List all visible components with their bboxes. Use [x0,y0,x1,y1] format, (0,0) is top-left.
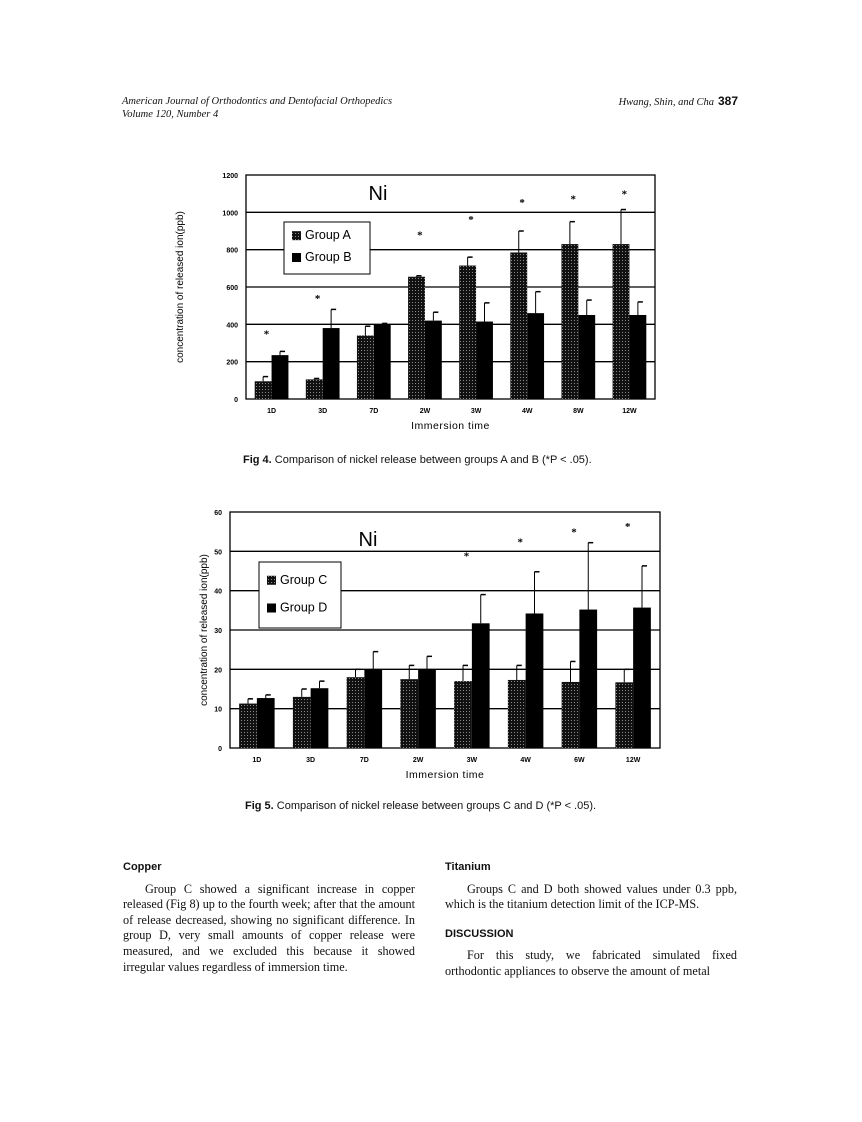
x-tick-label: 7D [359,757,369,764]
bar-group-c [615,682,633,748]
bar-group-d [579,610,597,748]
x-tick-label: 1D [252,757,262,764]
bar-group-c [293,697,311,748]
significance-star: * [621,188,628,201]
bar-group-d [472,623,490,748]
bar-group-c [400,679,418,748]
bar-group-b [374,324,391,399]
y-tick-label: 0 [234,397,238,404]
titanium-heading: Titanium [445,861,491,873]
caption-label: Fig 4. [243,454,272,466]
x-tick-label: 2W [419,408,431,415]
y-tick-label: 30 [214,628,222,635]
chart-title: Ni [368,183,388,205]
y-tick-label: 1000 [222,210,238,218]
y-tick-label: 1200 [222,173,238,180]
bar-group-b [323,328,340,399]
significance-star: * [517,536,524,549]
legend-label: Group B [305,250,352,264]
chart-title: Ni [358,529,378,551]
significance-star: * [263,328,270,341]
bar-group-c [454,681,472,748]
bar-group-b [527,313,544,399]
running-header-right [619,95,738,109]
x-tick-label: 3D [306,757,316,764]
legend-swatch [267,604,276,613]
bar-group-a [459,266,476,399]
bar-group-a [306,379,323,399]
authors: Hwang, Shin, and Cha [618,97,714,108]
journal-volume: Volume 120, Number 4 [122,109,219,120]
legend-label: Group C [280,572,328,587]
bar-group-a [561,244,578,399]
copper-paragraph: Group C showed a significant increase in copper released (Fig 8) up to the fourth week; after that the amount of release decreased, showing no significant difference. In group D, very small amounts of copper release were measured, and we excluded this because it showed irregular values regardless of immersion time. [123,881,415,974]
running-header-left [122,95,392,121]
y-tick-label: 800 [226,247,238,255]
significance-star: * [468,213,474,226]
significance-star: * [570,193,577,206]
y-tick-label: 10 [214,706,222,714]
x-tick-label: 3D [318,408,328,415]
bar-group-a [357,336,374,399]
page-number: 387 [717,94,738,108]
bar-group-c [347,677,365,748]
figure-4-chart [0,160,862,440]
bar-group-c [508,680,526,748]
bar-group-d [418,669,436,748]
x-tick-label: 8W [573,408,584,415]
bar-group-a [408,277,425,399]
caption-text: Comparison of nickel release between groups C and D (*P < .05). [276,800,597,812]
legend-swatch [267,576,276,585]
x-axis-label: Immersion time [411,420,490,432]
right-column [445,860,737,980]
bar-group-a [613,244,630,399]
x-tick-label: 3W [466,757,478,764]
significance-star: * [625,520,631,533]
y-tick-label: 20 [214,667,222,675]
figure-5-caption [245,800,596,812]
figure-5-chart [0,500,862,790]
bar-group-d [633,608,651,748]
y-tick-label: 600 [226,285,238,292]
journal-name: American Journal of Orthodontics and Dentofacial Orthopedics [122,96,393,107]
significance-star: * [463,550,470,563]
significance-star: * [519,197,525,210]
bar-group-b [272,355,289,399]
legend-swatch [292,253,301,262]
x-tick-label: 3W [470,408,482,415]
caption-text: Comparison of nickel release between groups A and B (*P < .05). [274,454,592,466]
y-tick-label: 50 [214,549,222,557]
significance-star: * [417,229,423,242]
left-column [123,860,415,975]
bar-group-a [255,381,272,399]
x-tick-label: 4W [521,408,533,415]
legend-label: Group D [280,600,328,615]
significance-star: * [314,293,321,306]
x-tick-label: 7D [369,408,379,415]
bar-group-d [526,613,544,748]
y-tick-label: 40 [214,588,222,596]
legend-label: Group A [305,228,351,243]
titanium-paragraph: Groups C and D both showed values under 0.3 ppb, which is the titanium detection limit of the ICP-MS. [445,881,737,912]
bar-group-a [510,252,527,399]
x-tick-label: 2W [412,757,424,764]
discussion-heading: DISCUSSION [445,927,514,940]
y-tick-label: 60 [214,510,222,517]
x-axis-label: Immersion time [405,769,485,781]
significance-star: * [571,526,577,539]
y-axis-label: concentration of released ion(ppb) [199,554,210,706]
bar-group-b [425,321,442,399]
discussion-paragraph: For this study, we fabricated simulated fixed orthodontic appliances to observe the amount of metal [445,948,737,978]
bar-group-c [562,682,580,748]
bar-group-d [311,688,329,748]
caption-label: Fig 5. [245,800,274,812]
bar-group-b [578,315,595,399]
x-tick-label: 1D [267,408,277,415]
x-tick-label: 4W [520,757,531,764]
bar-group-c [239,704,257,748]
bar-group-b [629,315,646,399]
y-tick-label: 400 [226,322,238,330]
bar-group-d [257,698,275,748]
y-tick-label: 200 [226,359,238,367]
bar-group-d [364,669,382,748]
x-tick-label: 6W [574,757,585,764]
copper-heading: Copper [123,861,162,873]
bar-group-b [476,322,493,399]
x-tick-label: 12W [622,408,637,415]
x-tick-label: 12W [625,757,641,764]
y-tick-label: 0 [218,746,222,753]
legend-swatch [292,231,301,240]
y-axis-label: concentration of released ion(ppb) [175,211,186,363]
figure-4-caption [243,454,592,466]
